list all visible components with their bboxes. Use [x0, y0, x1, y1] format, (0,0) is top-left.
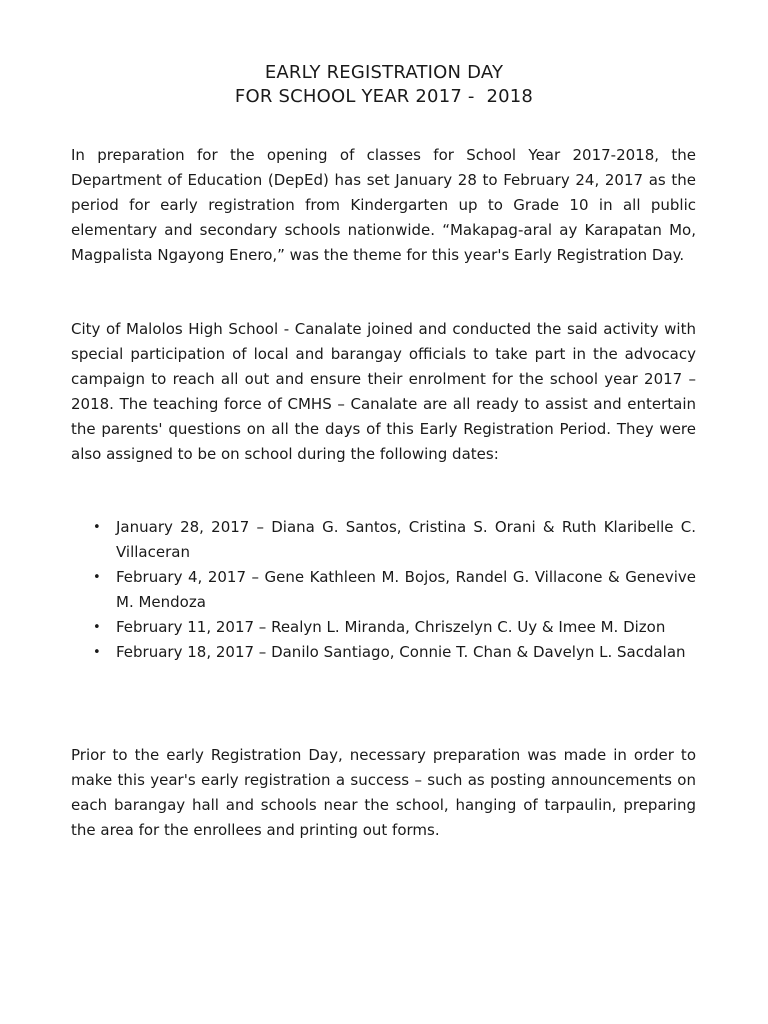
preparation-paragraph: Prior to the early Registration Day, necessary preparation was made in order to make this year's early registration a success – such as posting announcements on each barangay hall and schools near the school, hanging of tarpaulin, preparing the area for the enrollees and printing out forms.: [71, 746, 696, 839]
schedule-entry-text: January 28, 2017 – Diana G. Santos, Cristina S. Orani & Ruth Klaribelle C. Villaceran: [116, 518, 696, 561]
schedule-entry-text: February 18, 2017 – Danilo Santiago, Connie T. Chan & Davelyn L. Sacdalan: [116, 643, 686, 661]
list-item: [71, 615, 696, 640]
list-item: [71, 515, 696, 565]
schedule-entry-text: February 4, 2017 – Gene Kathleen M. Bojos, Randel G. Villacone & Genevive M. Mendoza: [116, 568, 696, 611]
bullet-icon: •: [93, 520, 101, 535]
schedule-entry-text: February 11, 2017 – Realyn L. Miranda, Chriszelyn C. Uy & Imee M. Dizon: [116, 618, 666, 636]
intro-paragraph: In preparation for the opening of classes for School Year 2017-2018, the Department of Education (DepEd) has set January 28 to February 24, 2017 as the period for early registration from Kindergarten up to Grade 10 in all public elementary and secondary schools nationwide. “Makapag-aral ay Karapatan Mo, Magpalista Ngayong Enero,” was the theme for this year's Early Registration Day.: [71, 146, 696, 264]
schedule-list: [71, 515, 696, 665]
bullet-icon: •: [93, 620, 101, 635]
participation-paragraph: City of Malolos High School - Canalate joined and conducted the said activity with special participation of local and barangay officials to take part in the advocacy campaign to reach all out and ensure their enrolment for the school year 2017 – 2018. The teaching force of CMHS – Canalate are all ready to assist and entertain the parents' questions on all the days of this Early Registration Period. They were also assigned to be on school during the following dates:: [71, 320, 696, 463]
title-line-1: EARLY REGISTRATION DAY: [264, 62, 504, 83]
list-item: [71, 565, 696, 615]
bullet-icon: •: [93, 645, 101, 660]
bullet-icon: •: [93, 570, 101, 585]
document-title: [0, 61, 768, 109]
list-item: [71, 640, 696, 665]
title-line-2: FOR SCHOOL YEAR 2017 - 2018: [234, 86, 534, 107]
